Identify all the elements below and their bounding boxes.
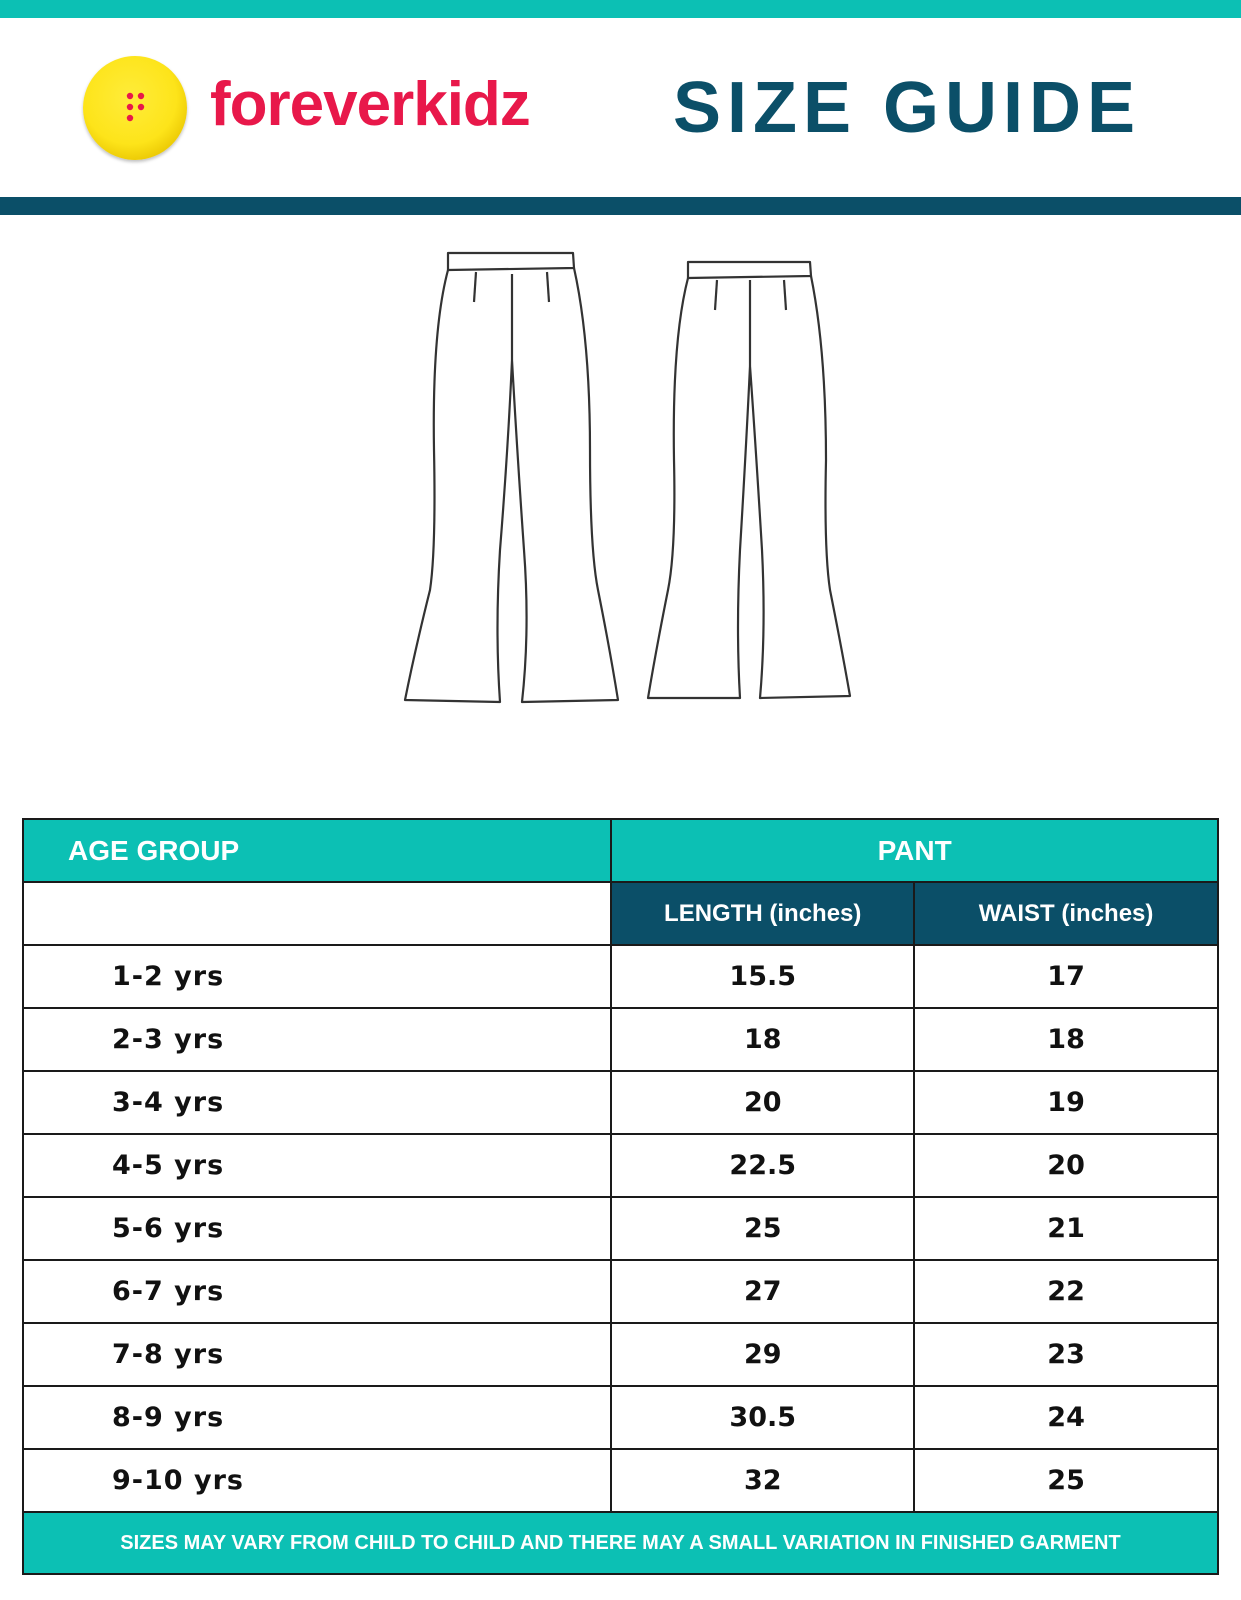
- table-row: [23, 1449, 1218, 1512]
- age-cell: 4-5 yrs: [23, 1134, 611, 1197]
- waist-cell: 20: [914, 1134, 1218, 1197]
- brand-name: foreverkidz: [210, 70, 530, 139]
- size-chart-table: [22, 818, 1219, 1575]
- length-cell: 22.5: [611, 1134, 914, 1197]
- table-header-row: [23, 819, 1218, 882]
- age-cell: 6-7 yrs: [23, 1260, 611, 1323]
- length-cell: 25: [611, 1197, 914, 1260]
- waist-cell: 17: [914, 945, 1218, 1008]
- waist-cell: 18: [914, 1008, 1218, 1071]
- length-cell: 30.5: [611, 1386, 914, 1449]
- button-logo-icon: [83, 56, 187, 160]
- waist-column-header: WAIST (inches): [914, 882, 1218, 945]
- waist-cell: 22: [914, 1260, 1218, 1323]
- length-cell: 18: [611, 1008, 914, 1071]
- length-cell: 32: [611, 1449, 914, 1512]
- table-row: [23, 945, 1218, 1008]
- header-divider-bar: [0, 197, 1241, 215]
- length-column-header: LENGTH (inches): [611, 882, 914, 945]
- table-row: [23, 1008, 1218, 1071]
- top-accent-bar: [0, 0, 1241, 18]
- length-cell: 15.5: [611, 945, 914, 1008]
- size-variation-note: SIZES MAY VARY FROM CHILD TO CHILD AND THERE MAY A SMALL VARIATION IN FINISHED GARMENT: [23, 1512, 1218, 1574]
- age-cell: 1-2 yrs: [23, 945, 611, 1008]
- pant-header: PANT: [611, 819, 1218, 882]
- waist-cell: 19: [914, 1071, 1218, 1134]
- age-group-header: AGE GROUP: [23, 819, 611, 882]
- table-row: [23, 1260, 1218, 1323]
- waist-cell: 25: [914, 1449, 1218, 1512]
- empty-subheader-cell: [23, 882, 611, 945]
- length-cell: 20: [611, 1071, 914, 1134]
- length-cell: 29: [611, 1323, 914, 1386]
- table-row: [23, 1071, 1218, 1134]
- waist-cell: 21: [914, 1197, 1218, 1260]
- table-row: [23, 1197, 1218, 1260]
- length-cell: 27: [611, 1260, 914, 1323]
- age-cell: 3-4 yrs: [23, 1071, 611, 1134]
- age-cell: 9-10 yrs: [23, 1449, 611, 1512]
- table-row: [23, 1323, 1218, 1386]
- waist-cell: 24: [914, 1386, 1218, 1449]
- table-footer-row: [23, 1512, 1218, 1574]
- table-row: [23, 1386, 1218, 1449]
- page-title: SIZE GUIDE: [673, 68, 1142, 148]
- age-cell: 2-3 yrs: [23, 1008, 611, 1071]
- age-cell: 7-8 yrs: [23, 1323, 611, 1386]
- waist-cell: 23: [914, 1323, 1218, 1386]
- table-row: [23, 1134, 1218, 1197]
- flared-pants-front-back-icon: [360, 250, 920, 750]
- table-subheader-row: [23, 882, 1218, 945]
- age-cell: 8-9 yrs: [23, 1386, 611, 1449]
- age-cell: 5-6 yrs: [23, 1197, 611, 1260]
